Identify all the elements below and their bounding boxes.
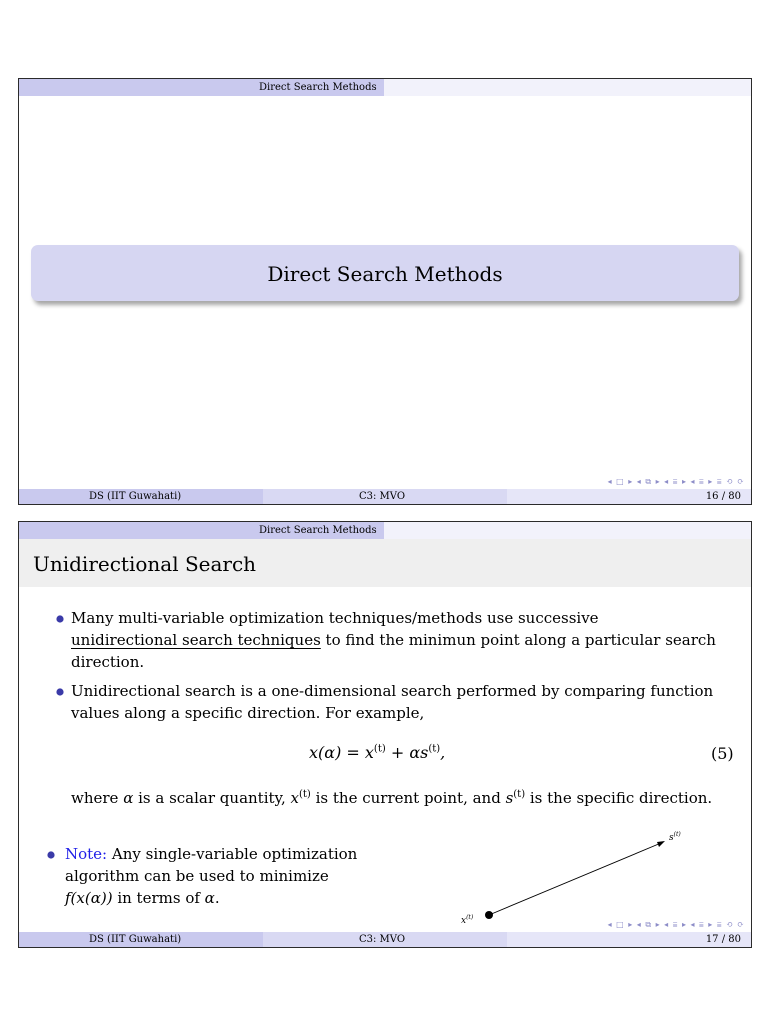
current-point-marker xyxy=(485,911,493,919)
footer-chapter: C3: MVO xyxy=(359,934,406,945)
header-bar xyxy=(19,522,751,539)
header-text: Direct Search Methods xyxy=(259,525,377,536)
footer-author: DS (IIT Guwahati) xyxy=(89,491,182,502)
section-title-box xyxy=(31,245,739,301)
footer-bar xyxy=(19,489,751,504)
note-label: Note: xyxy=(65,845,108,863)
footer-chapter: C3: MVO xyxy=(359,491,406,502)
slide-16 xyxy=(18,78,752,505)
footer-page: 16 / 80 xyxy=(705,491,741,502)
bullet-icon xyxy=(46,850,56,860)
current-point-label: $x^{(t)}$ xyxy=(461,914,474,926)
underlined-phrase: unidirectional search techniques xyxy=(71,631,321,649)
footer-bar xyxy=(19,932,751,947)
where-text: where α is a scalar quantity, $x^{(t)}$ is the current point, and $s^{(t)}$ is the specific direction. xyxy=(71,789,713,807)
footer-author: DS (IIT Guwahati) xyxy=(89,934,182,945)
note-text: Note: Any single-variable optimization algorithm can be used to minimize f(x(α)) in terms of α. xyxy=(65,845,358,907)
equation-5: $x(\alpha) = x^{(t)} + \alpha s^{(t)}$, xyxy=(309,743,446,762)
bullet-1-text: Many multi-variable optimization techniques/methods use successive unidirectional search techniques to find the minimun point along a particular search direction. xyxy=(71,609,716,671)
direction-arrowhead xyxy=(657,841,665,847)
section-title: Direct Search Methods xyxy=(267,262,503,286)
footer-page: 17 / 80 xyxy=(705,934,741,945)
bullet-icon xyxy=(55,687,65,697)
direction-line xyxy=(489,843,661,915)
bullet-icon xyxy=(55,614,65,624)
slide-17 xyxy=(18,521,752,948)
direction-label: $s^{(t)}$ xyxy=(669,831,681,843)
navigation-symbols[interactable]: ◂ □ ▸ ◂ ⧉ ▸ ◂ ≣ ▸ ◂ ≣ ▸ ≣ ⟲ ⟳ xyxy=(607,477,745,486)
frame-title: Unidirectional Search xyxy=(33,552,257,576)
equation-number: (5) xyxy=(711,744,734,763)
frame-title-bar xyxy=(19,539,751,587)
navigation-symbols[interactable]: ◂ □ ▸ ◂ ⧉ ▸ ◂ ≣ ▸ ◂ ≣ ▸ ≣ ⟲ ⟳ xyxy=(607,920,745,929)
header-text: Direct Search Methods xyxy=(259,82,377,93)
header-bar xyxy=(19,79,751,96)
direction-diagram xyxy=(449,822,709,932)
bullet-2-text: Unidirectional search is a one-dimensional search performed by comparing function values along a specific direction. For example, xyxy=(71,682,714,722)
